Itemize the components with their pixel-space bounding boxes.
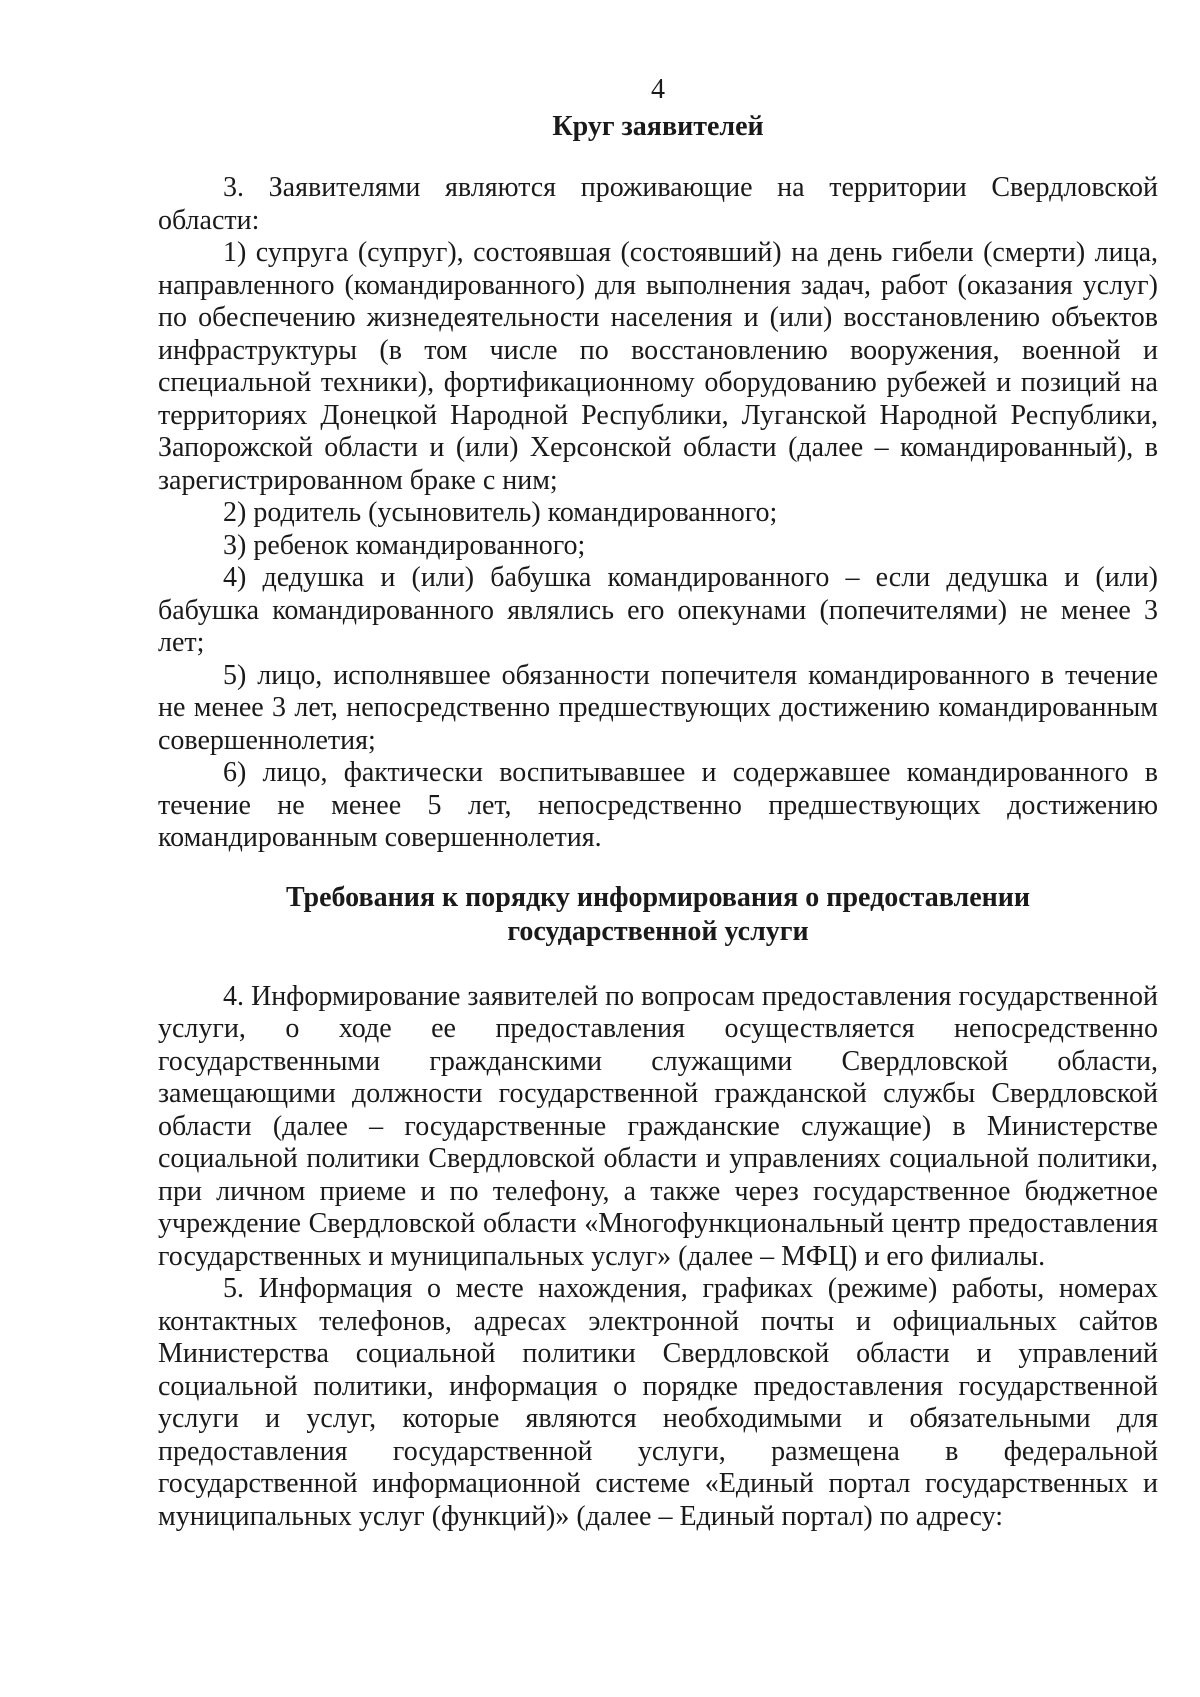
- list-item-1: 1) супруга (супруг), состоявшая (состоявший) на день гибели (смерти) лица, направленного (командированного) для выполнения задач, работ (оказания услуг) по обеспечению жизнедеятельности населения и (или) восстановлению объектов инфраструктуры (в том числе по восстановлению вооружения, военной и специальной техники), фортификационному оборудованию рубежей и позиций на территориях Донецкой Народной Республики, Луганской Народной Республики, Запорожской области и (или) Херсонской области (далее – командированный), в зарегистрированном браке с ним;: [158, 237, 1158, 496]
- list-item-2: 2) родитель (усыновитель) командированного;: [223, 497, 778, 528]
- document-page: [158, 72, 1158, 1533]
- list-item-4: 4) дедушка и (или) бабушка командированного – если дедушка и (или) бабушка командированного являлись его опекунами (попечителями) не менее 3 лет;: [158, 562, 1158, 658]
- paragraph-5: 5. Информация о месте нахождения, графиках (режиме) работы, номерах контактных телефонов, адресах электронной почты и официальных сайтов Министерства социальной политики Свердловской области и управлений социальной политики, информация о порядке предоставления государственной услуги и услуг, которые являются необходимыми и обязательными для предоставления государственной услуги, размещена в федеральной государственной информационной системе «Единый портал государственных и муниципальных услуг (функций)» (далее – Единый портал) по адресу:: [158, 1273, 1158, 1532]
- page-number: 4: [651, 74, 665, 105]
- paragraph-3: 3. Заявителями являются проживающие на территории Свердловской области:: [158, 172, 1158, 236]
- paragraph-4: 4. Информирование заявителей по вопросам предоставления государственной услуги, о ходе ее предоставления осуществляется непосредственно государственными гражданскими служащими Свердловской области, замещающими должности государственной гражданской службы Свердловской области (далее – государственные гражданские служащие) в Министерстве социальной политики Свердловской области и управлениях социальной политики, при личном приеме и по телефону, а также через государственное бюджетное учреждение Свердловской области «Многофункциональный центр предоставления государственных и муниципальных услуг» (далее – МФЦ) и его филиалы.: [158, 980, 1158, 1272]
- section-heading-informing-line1: Требования к порядку информирования о предоставлении: [285, 881, 1031, 913]
- list-item-3: 3) ребенок командированного;: [223, 529, 586, 561]
- list-item-5: 5) лицо, исполнявшее обязанности попечителя командированного в течение не менее 3 лет, непосредственно предшествующих достижению командированным совершеннолетия;: [158, 659, 1158, 756]
- section-heading-informing: [158, 881, 1158, 949]
- section-heading-applicants: Круг заявителей: [552, 111, 764, 142]
- section-heading-informing-line2: государственной услуги: [507, 915, 809, 947]
- list-item-6: 6) лицо, фактически воспитывавшее и содержавшее командированного в течение не менее 5 лет, непосредственно предшествующих достижению командированным совершеннолетия.: [158, 757, 1158, 853]
